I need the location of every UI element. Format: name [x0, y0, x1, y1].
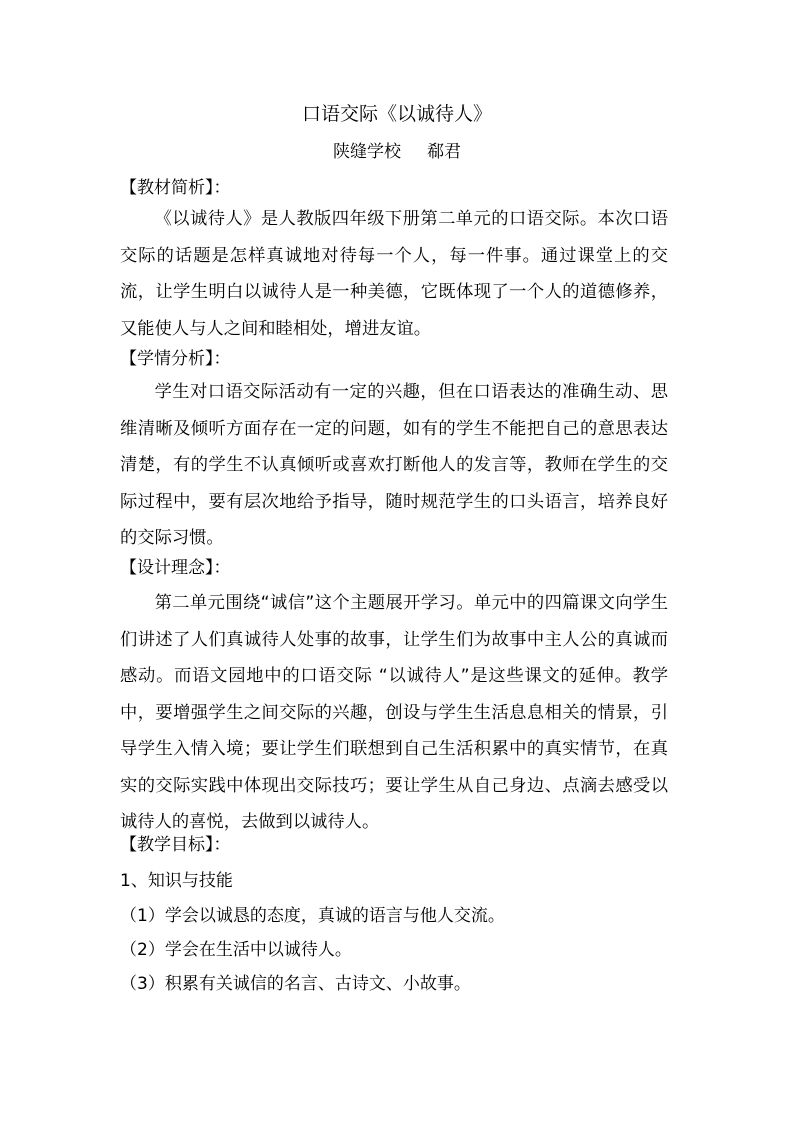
section-heading-design-concept: 【设计理念】：: [120, 558, 231, 578]
goal-item: （3）积累有关诚信的名言、古诗文、小故事。: [120, 974, 471, 994]
goal-item: （2）学会在生活中以诚待人。: [120, 940, 352, 960]
goal-subheading-knowledge-skills: 1、知识与技能: [120, 871, 233, 891]
author-name: 郗君: [427, 142, 461, 162]
section-text-design-concept: 第二单元围绕“诚信”这个主题展开学习。单元中的四篇课文向学生们讲述了人们真诚待人处事的故事，让学生们为故事中主人公的真诚而感动。而语文园地中的口语交际 “以诚待人”是这些课文的延伸。教学中，要增强学生之间交际的兴趣，创设与学生生活息息相关的情景，引导学生入情入境；要让学生们联想到自己生活积累中的真实情节，在真实的交际实践中体现出交际技巧；要让学生从自己身边、点滴去感受以诚待人的喜悦，去做到以诚待人。: [120, 593, 668, 832]
section-text-textbook-analysis: 《以诚待人》是人教版四年级下册第二单元的口语交际。本次口语交际的话题是怎样真诚地对待每一个人，每一件事。通过课堂上的交流，让学生明白以诚待人是一种美德，它既体现了一个人的道德修养，又能使人与人之间和睦相处，增进友谊。: [120, 209, 668, 339]
section-heading-teaching-goals: 【教学目标】：: [120, 835, 231, 855]
document-title: 口语交际《以诚待人》: [301, 103, 492, 125]
section-text-learner-analysis: 学生对口语交际活动有一定的兴趣，但在口语表达的准确生动、思维清晰及倾听方面存在一定的问题，如有的学生不能把自己的意思表达清楚，有的学生不认真倾听或喜欢打断他人的发言等，教师在学生的交际过程中，要有层次地给予指导，随时规范学生的口头语言，培养良好的交际习惯。: [120, 382, 668, 548]
byline: [0, 139, 794, 165]
school-name: 陕缝学校: [333, 142, 401, 162]
section-heading-learner-analysis: 【学情分析】：: [120, 349, 231, 369]
section-heading-textbook-analysis: 【教材简析】：: [120, 178, 231, 198]
goal-item: （1）学会以诚恳的态度，真诚的语言与他人交流。: [120, 906, 505, 926]
